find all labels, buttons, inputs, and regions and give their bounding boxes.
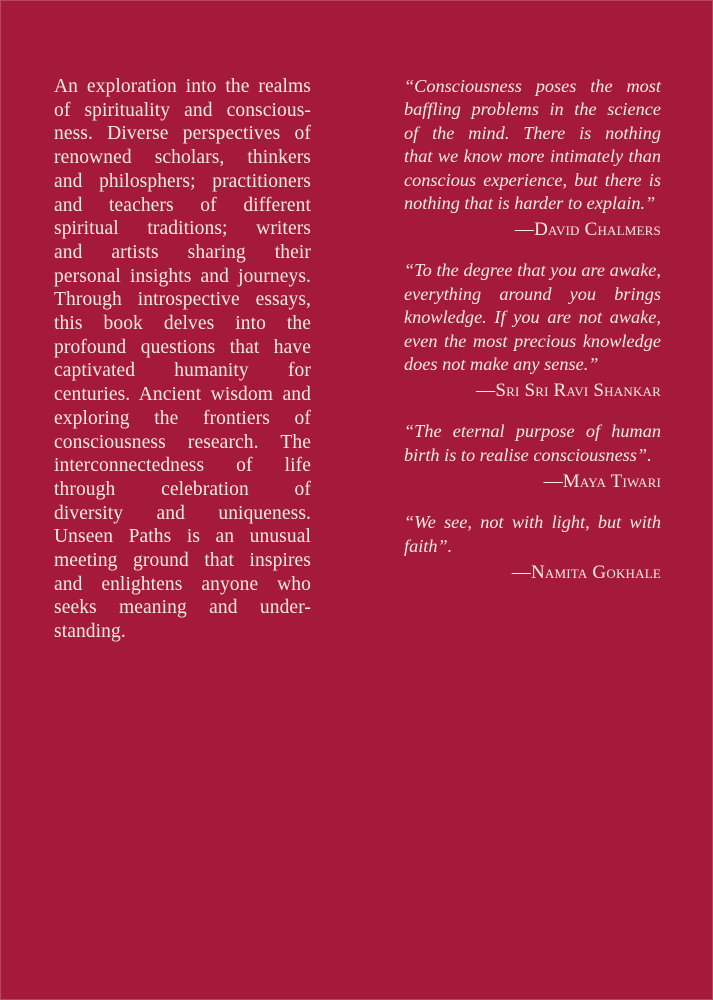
- blurb-line: Through introspective essays,: [54, 289, 311, 311]
- quote-line: does not make any sense.”: [404, 354, 599, 375]
- blurb-line: centuries. Ancient wisdom and: [54, 384, 311, 406]
- blurb-line: and artists sharing their: [54, 241, 311, 263]
- quote-attribution: —Sri Sri Ravi Shankar: [476, 380, 661, 402]
- quote-line: baffling problems in the science: [404, 99, 661, 120]
- quote-text: [404, 420, 661, 467]
- blurb-line: and enlightens anyone who: [54, 573, 311, 595]
- blurb-line: diversity and uniqueness.: [54, 502, 311, 524]
- blurb-line: and philosphers; practitioners: [54, 170, 311, 192]
- quote-line: “We see, not with light, but with: [404, 512, 661, 533]
- blurb-line: Unseen Paths is an unusual: [54, 526, 311, 548]
- quote-text: [404, 511, 661, 558]
- quote-line: nothing that is harder to explain.”: [404, 193, 656, 214]
- quote-line: of the mind. There is nothing: [404, 122, 661, 143]
- quote-text: [404, 75, 661, 215]
- blurb-line: An exploration into the realms: [54, 76, 311, 97]
- blurb-column: [54, 75, 311, 644]
- blurb-line: renowned scholars, thinkers: [54, 147, 311, 169]
- blurb-line: seeks meaning and under-: [54, 597, 311, 619]
- blurb-line: exploring the frontiers of: [54, 407, 311, 429]
- blurb-line: this book delves into the: [54, 313, 311, 335]
- quote-shankar: [404, 259, 661, 403]
- quote-line: “The eternal purpose of human: [404, 421, 661, 442]
- quote-line: that we know more intimately than: [404, 146, 661, 167]
- quote-line: even the most precious knowledge: [404, 330, 661, 351]
- quote-attribution: —Namita Gokhale: [511, 562, 661, 584]
- quotes-column: [404, 75, 661, 602]
- blurb-line: spiritual traditions; writers: [54, 218, 311, 240]
- blurb-line: standing.: [54, 621, 126, 643]
- blurb-line: captivated humanity for: [54, 360, 311, 382]
- blurb-line: ness. Diverse perspectives of: [54, 123, 311, 145]
- quote-line: birth is to realise consciousness”.: [404, 444, 652, 465]
- quote-line: faith”.: [404, 535, 453, 556]
- quote-line: “Consciousness poses the most: [404, 76, 661, 96]
- blurb-line: profound questions that have: [54, 336, 311, 358]
- quote-gokhale: [404, 511, 661, 585]
- quote-text: [404, 259, 661, 376]
- blurb-line: meeting ground that inspires: [54, 550, 311, 572]
- blurb-line: personal insights and journeys.: [54, 265, 311, 287]
- quote-line: knowledge. If you are not awake,: [404, 307, 661, 328]
- quote-attribution: —David Chalmers: [514, 219, 661, 241]
- quote-chalmers: [404, 75, 661, 242]
- blurb-line: through celebration of: [54, 478, 311, 500]
- quote-line: everything around you brings: [404, 283, 661, 304]
- quote-tiwari: [404, 420, 661, 494]
- blurb-line: of spirituality and conscious-: [54, 99, 311, 121]
- quote-attribution: —Maya Tiwari: [543, 471, 661, 493]
- book-blurb: [54, 75, 311, 644]
- quote-line: “To the degree that you are awake,: [404, 260, 661, 281]
- quote-line: conscious experience, but there is: [404, 169, 661, 190]
- blurb-line: interconnectedness of life: [54, 455, 311, 477]
- blurb-line: and teachers of different: [54, 194, 311, 216]
- blurb-line: consciousness research. The: [54, 431, 311, 453]
